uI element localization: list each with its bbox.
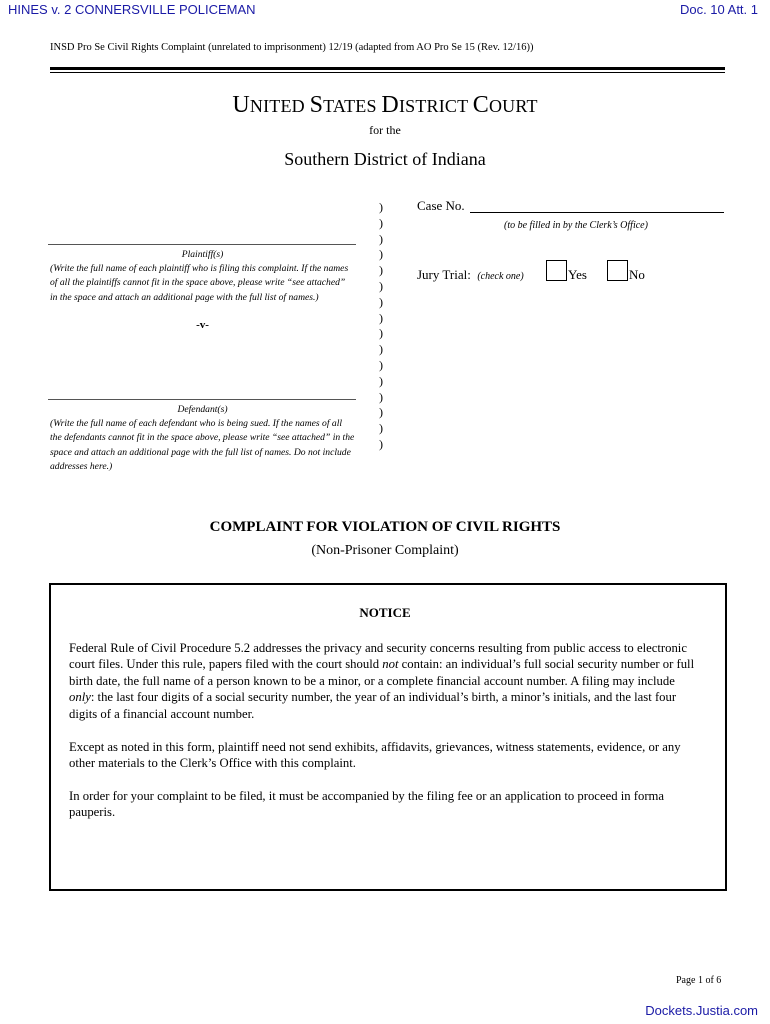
jury-yes-checkbox[interactable]: [546, 260, 567, 281]
check-one-note: (check one): [477, 271, 524, 282]
complaint-title: COMPLAINT FOR VIOLATION OF CIVIL RIGHTS: [209, 519, 561, 535]
complaint-subtitle: (Non-Prisoner Complaint): [311, 543, 459, 558]
case-caption-link[interactable]: HINES v. 2 CONNERSVILLE POLICEMAN: [8, 2, 256, 17]
defendant-caption: [50, 403, 355, 474]
justia-footer-link[interactable]: Dockets.Justia.com: [645, 1003, 758, 1018]
plaintiff-label: Plaintiff(s): [181, 249, 224, 260]
court-title: UNITED STATES DISTRICT COURT: [232, 92, 538, 118]
page-number: Page 1 of 6: [676, 975, 722, 986]
district-name: Southern District of Indiana: [284, 149, 486, 169]
versus-label: -v-: [196, 319, 209, 331]
jury-no-label: No: [629, 267, 645, 282]
form-identifier: INSD Pro Se Civil Rights Complaint (unrelated to imprisonment) 12/19 (adapted from AO Pro Se 15 (Rev. 12/16)): [50, 42, 534, 53]
jury-no-checkbox[interactable]: [607, 260, 628, 281]
doc-reference-link[interactable]: Doc. 10 Att. 1: [679, 2, 758, 17]
case-number-label: Case No.: [417, 198, 465, 213]
plaintiff-caption: [50, 248, 355, 305]
jury-yes-label: Yes: [568, 267, 587, 282]
defendant-label: Defendant(s): [177, 404, 228, 415]
notice-paragraph-privacy: Federal Rule of Civil Procedure 5.2 addresses the privacy and security concerns resulting from public access to electronic court files. Under this rule, papers filed with the court should not contain: an individual’s full social security number or full birth date, the full name of a person known to be a minor, or a complete financial account number. A filing may include only: the last four digits of a social security number, the year of an individual’s birth, a minor’s initials, and the last four digits of a financial account number.: [69, 641, 695, 721]
case-number-note: (to be filled in by the Clerk’s Office): [504, 220, 648, 231]
case-number-field[interactable]: [470, 212, 724, 213]
header-rule-thin: [50, 72, 725, 73]
plaintiff-name-line[interactable]: [48, 244, 356, 245]
notice-title: NOTICE: [359, 605, 411, 620]
defendant-name-line[interactable]: [48, 399, 356, 400]
plaintiff-instructions: (Write the full name of each plaintiff who is filing this complaint. If the names of all the plaintiffs cannot fit in the space above, please write “see attached” in the space and attach an additional page with the full list of names.): [50, 263, 349, 303]
header-rule: [50, 67, 725, 70]
jury-trial-label: Jury Trial: (check one): [417, 267, 524, 282]
defendant-instructions: (Write the full name of each defendant who is being sued. If the names of all the defendants cannot fit in the space above, please write “see attached” in the space and attach an additional page with the full list of names. Do not include addresses here.): [50, 418, 355, 472]
notice-paragraph-exhibits: Except as noted in this form, plaintiff need not send exhibits, affidavits, grievances, witness statements, evidence, or any other materials to the Clerk’s Office with this complaint.: [69, 740, 681, 771]
notice-paragraph-filing-fee: In order for your complaint to be filed, it must be accompanied by the filing fee or an application to proceed in forma pauperis.: [69, 789, 665, 820]
for-the-label: for the: [369, 123, 401, 137]
caption-parentheses: ) ) ) ) ) ) ) ) ) ) ) ) ) ) ) ): [379, 200, 383, 451]
notice-box: [49, 583, 727, 891]
